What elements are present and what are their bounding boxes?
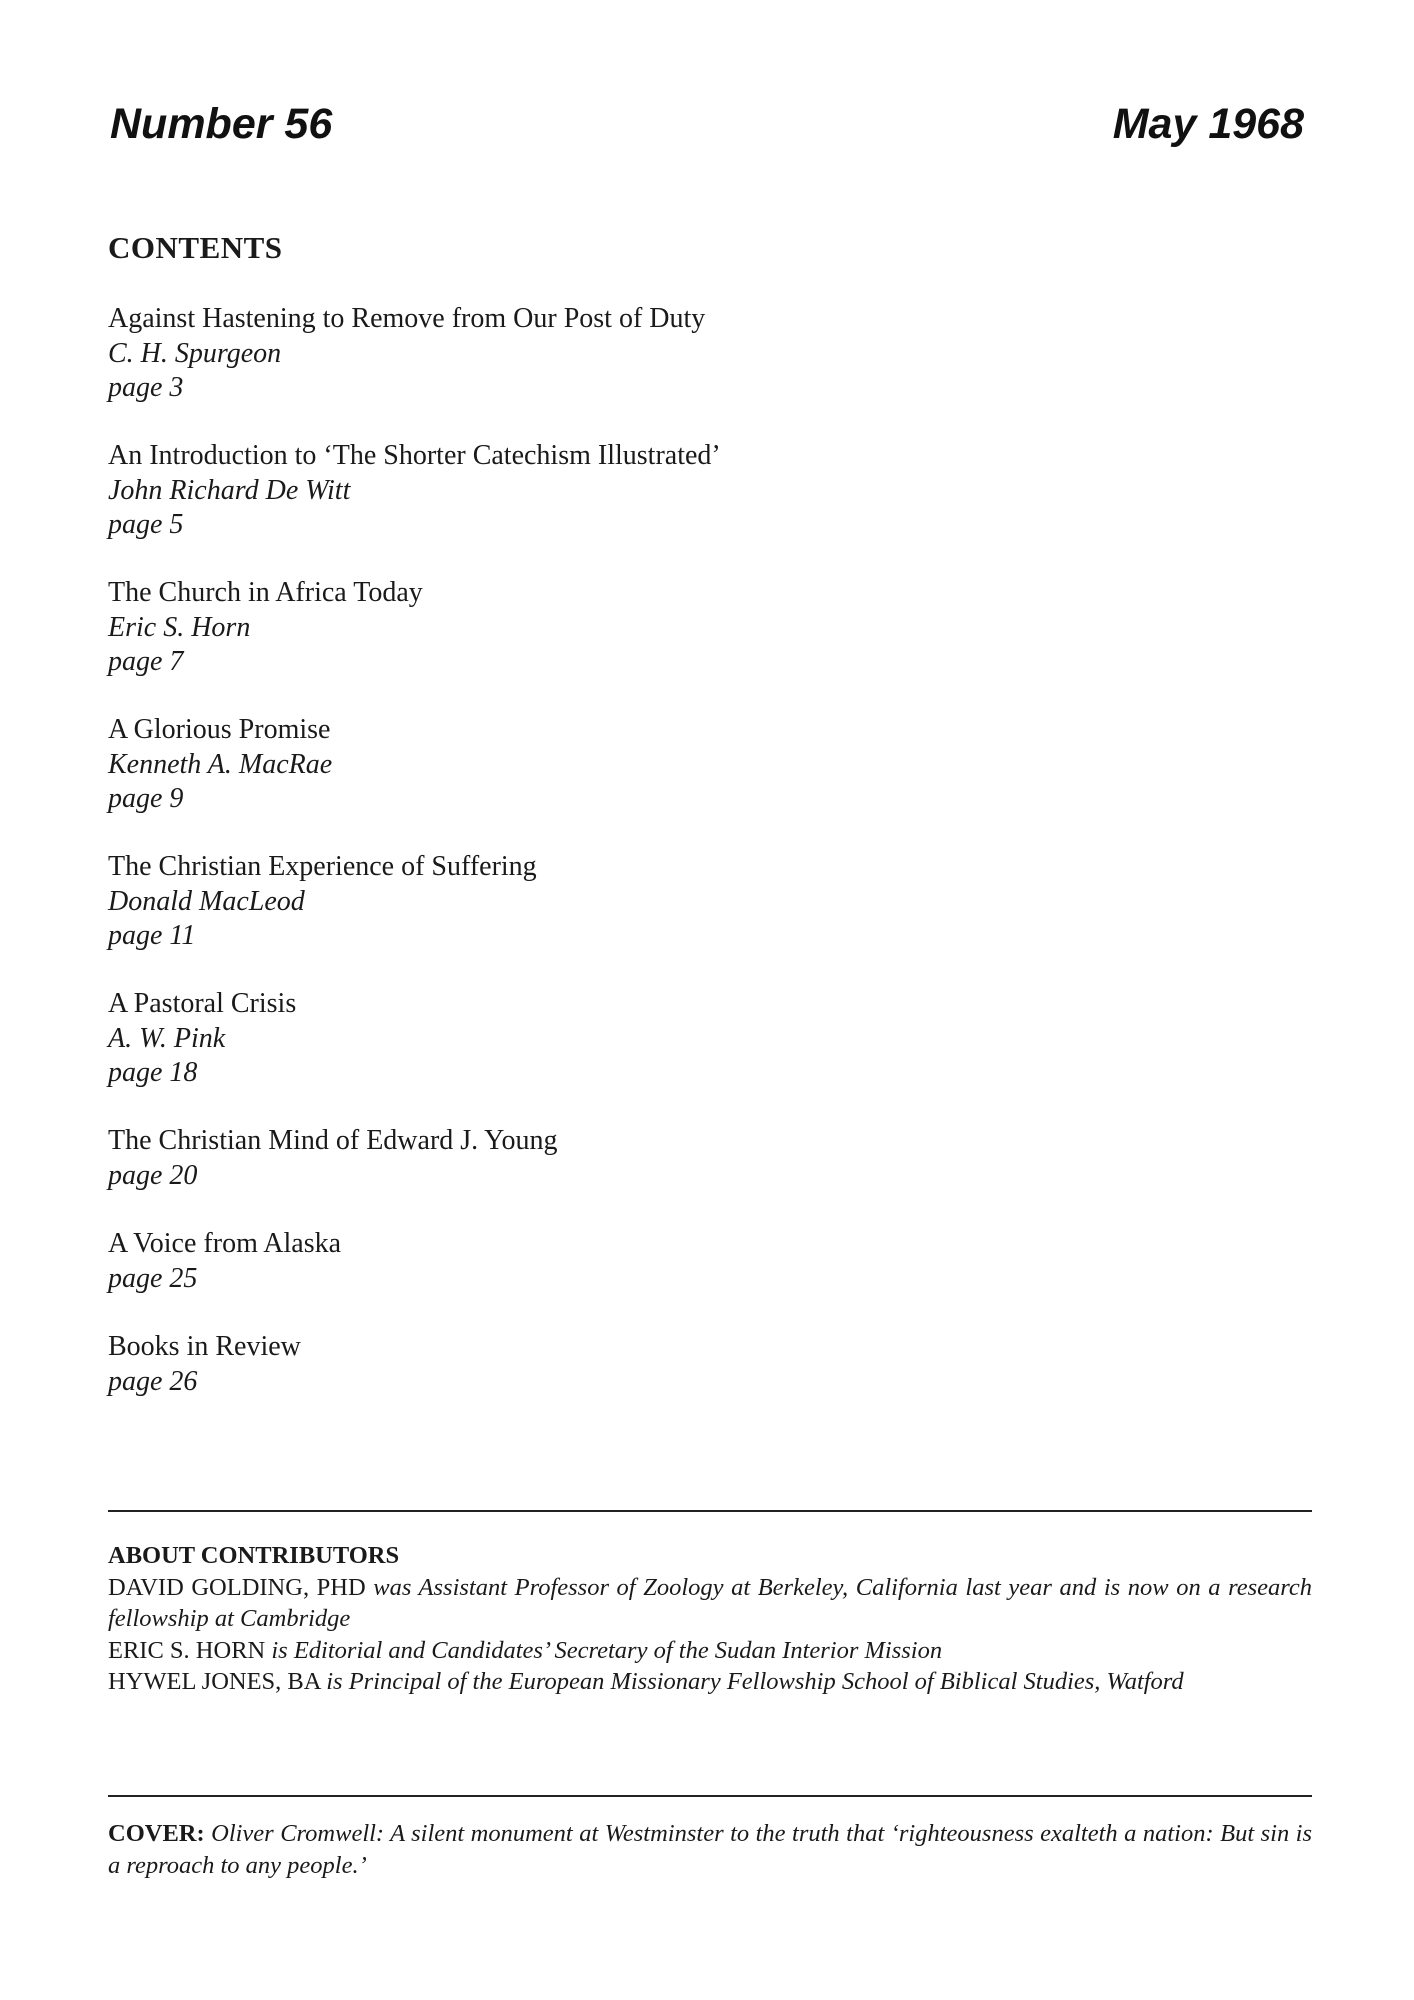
contributor-name: ERIC S. HORN bbox=[108, 1636, 266, 1664]
toc-entry-page: page 25 bbox=[108, 1262, 198, 1294]
contributor-name: HYWEL JONES, BA bbox=[108, 1668, 321, 1695]
toc-entry bbox=[108, 576, 1008, 713]
toc-entry bbox=[108, 439, 1008, 576]
toc-entry-author: A. W. Pink bbox=[108, 1022, 226, 1054]
toc-entry bbox=[108, 1124, 1008, 1227]
contributor-entry bbox=[108, 1572, 1312, 1635]
toc-entry-author: Eric S. Horn bbox=[108, 611, 251, 643]
toc-entry bbox=[108, 1330, 1008, 1433]
contributor-entry bbox=[108, 1666, 1312, 1698]
toc-entry-author: Kenneth A. MacRae bbox=[108, 748, 333, 780]
toc-entry-page: page 3 bbox=[108, 372, 184, 403]
toc-entry-page: page 20 bbox=[108, 1159, 198, 1191]
contributor-description: is Principal of the European Missionary Fellowship School of Biblical Studies, Watford bbox=[326, 1668, 1184, 1695]
section-divider bbox=[108, 1795, 1312, 1797]
contributor-description: is Editorial and Candidates’ Secretary of the Sudan Interior Mission bbox=[271, 1636, 943, 1664]
toc-entry-title: The Church in Africa Today bbox=[108, 577, 423, 608]
contents-heading: CONTENTS bbox=[108, 230, 283, 265]
toc-entry-author: John Richard De Witt bbox=[108, 474, 351, 506]
issue-date: May 1968 bbox=[1112, 100, 1304, 148]
contributor-entry bbox=[108, 1635, 1312, 1667]
about-contributors bbox=[108, 1540, 1312, 1698]
issue-number: Number 56 bbox=[110, 100, 333, 148]
toc-entry-page: page 11 bbox=[108, 920, 196, 951]
toc-entry bbox=[108, 850, 1008, 987]
toc-entry-page: page 7 bbox=[108, 646, 184, 677]
toc-entry-page: page 18 bbox=[108, 1057, 198, 1088]
toc-entry-title: A Pastoral Crisis bbox=[108, 988, 297, 1019]
toc-entry-page: page 26 bbox=[108, 1365, 198, 1397]
toc-entry bbox=[108, 1227, 1008, 1330]
toc-entry-title: A Glorious Promise bbox=[108, 714, 331, 745]
toc-entry-page: page 5 bbox=[108, 509, 184, 540]
toc-entry-title: The Christian Experience of Suffering bbox=[108, 851, 537, 882]
toc-entry-author: Donald MacLeod bbox=[108, 885, 305, 917]
toc-entry-title: The Christian Mind of Edward J. Young bbox=[108, 1125, 558, 1156]
cover-note bbox=[108, 1818, 1312, 1881]
about-contributors-heading: ABOUT CONTRIBUTORS bbox=[108, 1542, 400, 1569]
cover-label: COVER: bbox=[108, 1820, 205, 1847]
toc-entry-title: An Introduction to ‘The Shorter Catechism Illustrated’ bbox=[108, 440, 721, 471]
contributor-description: was Assistant Professor of Zoology at Berkeley, California last year and is now on a research fellowship at Cambridge bbox=[108, 1573, 1313, 1632]
toc-entry-title: A Voice from Alaska bbox=[108, 1228, 342, 1259]
section-divider bbox=[108, 1510, 1312, 1512]
toc-entry bbox=[108, 987, 1008, 1124]
toc-entry-page: page 9 bbox=[108, 783, 184, 814]
contributor-name: DAVID GOLDING, PHD bbox=[108, 1573, 366, 1601]
masthead bbox=[110, 96, 1304, 156]
toc-entry bbox=[108, 713, 1008, 850]
toc-entry-title: Books in Review bbox=[108, 1331, 301, 1362]
toc-entry-title: Against Hastening to Remove from Our Post of Duty bbox=[108, 303, 706, 334]
table-of-contents bbox=[108, 302, 1008, 1433]
toc-entry bbox=[108, 302, 1008, 439]
cover-description: Oliver Cromwell: A silent monument at Westminster to the truth that ‘righteousness exalteth a nation: But sin is a reproach to any people.’ bbox=[108, 1820, 1313, 1879]
toc-entry-author: C. H. Spurgeon bbox=[108, 337, 282, 369]
